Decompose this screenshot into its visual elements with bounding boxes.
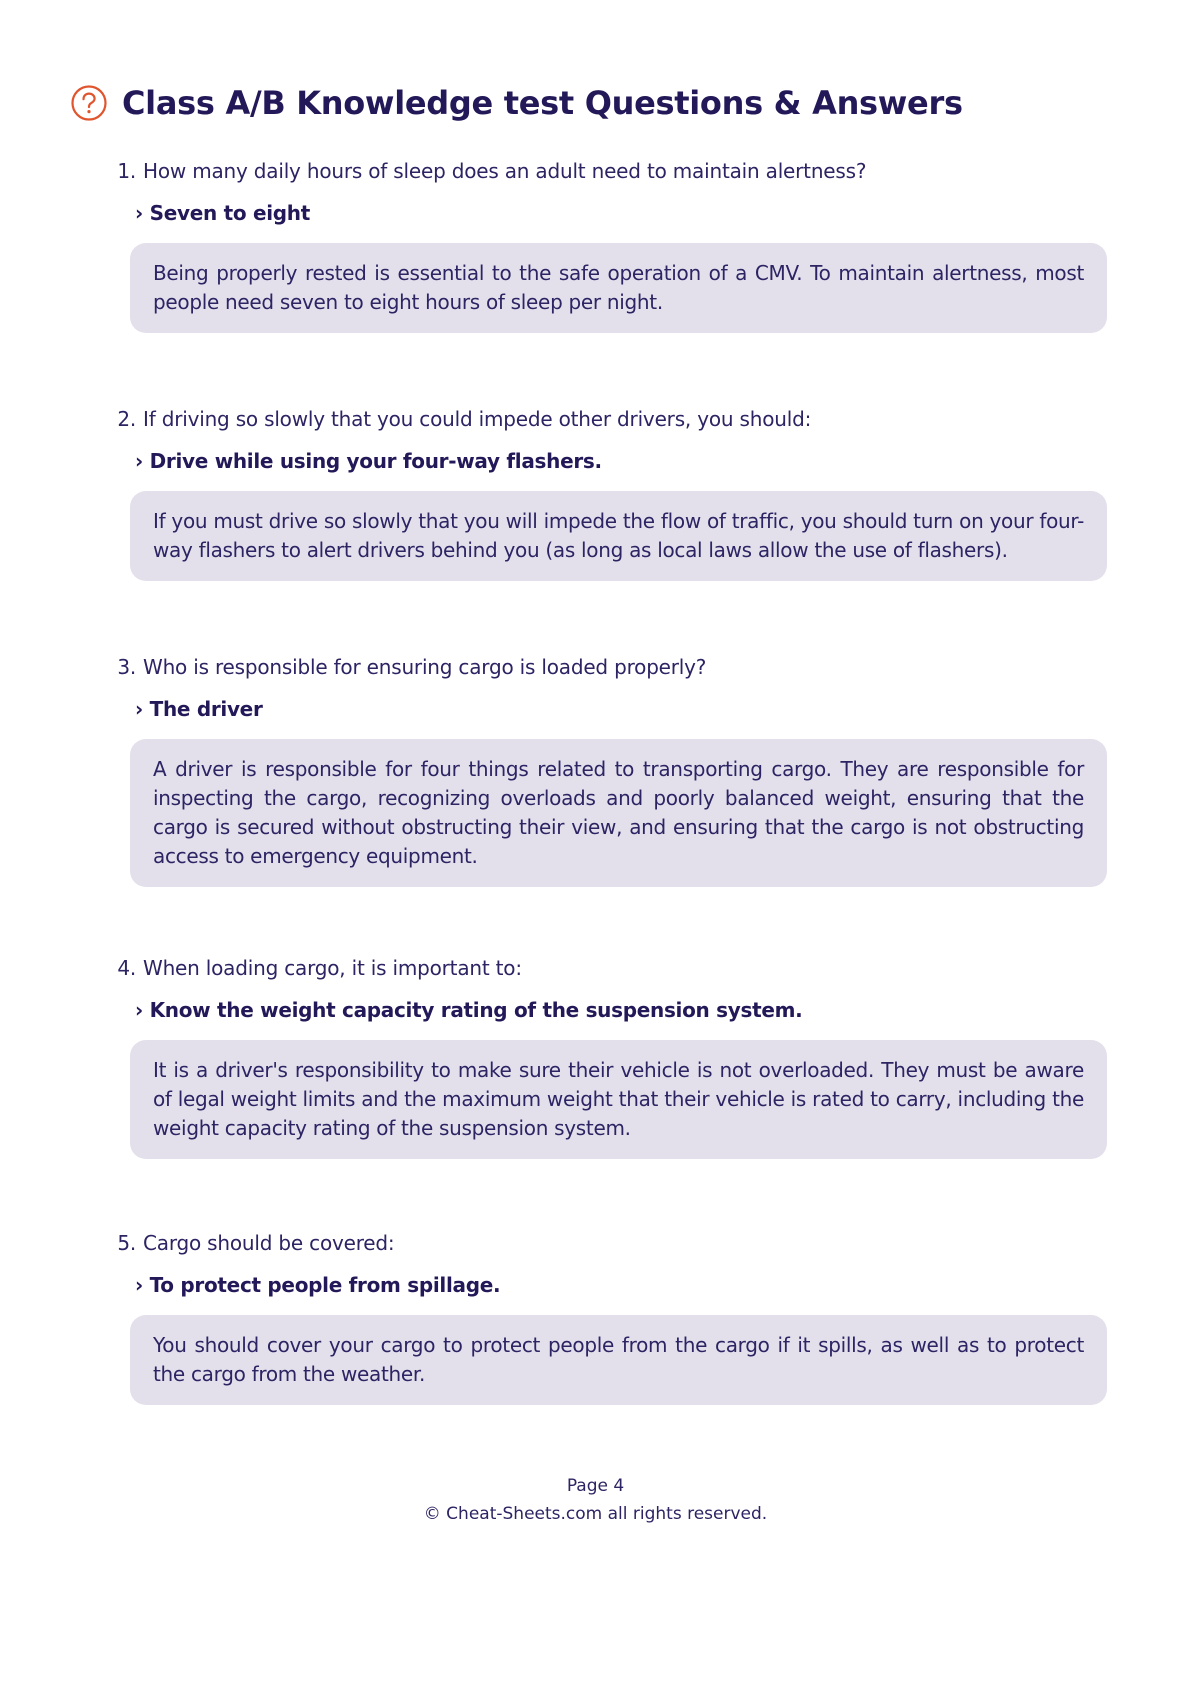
question-text: Who is responsible for ensuring cargo is loaded properly? bbox=[143, 655, 707, 679]
answer: › Drive while using your four-way flashers. bbox=[135, 449, 602, 473]
question-number: 2. bbox=[117, 407, 136, 431]
question-circle-icon bbox=[70, 84, 108, 122]
question bbox=[106, 956, 522, 980]
question-text: When loading cargo, it is important to: bbox=[143, 956, 522, 980]
answer: › The driver bbox=[135, 697, 263, 721]
explanation-card: It is a driver's responsibility to make sure their vehicle is not overloaded. They must be aware of legal weight limits and the maximum weight that their vehicle is rated to carry, including the weight capacity rating of the suspension system. bbox=[130, 1040, 1107, 1159]
question bbox=[106, 1231, 394, 1255]
explanation-card: A driver is responsible for four things related to transporting cargo. They are responsible for inspecting the cargo, recognizing overloads and poorly balanced weight, ensuring that the cargo is secured without obstructing their view, and ensuring that the cargo is not obstructing access to emergency equipment. bbox=[130, 739, 1107, 887]
question-text: If driving so slowly that you could impede other drivers, you should: bbox=[143, 407, 812, 431]
question-text: How many daily hours of sleep does an adult need to maintain alertness? bbox=[143, 159, 867, 183]
answer: › Seven to eight bbox=[135, 201, 310, 225]
question-number: 5. bbox=[117, 1231, 136, 1255]
question-number: 3. bbox=[117, 655, 136, 679]
answer: › To protect people from spillage. bbox=[135, 1273, 501, 1297]
question-text: Cargo should be covered: bbox=[143, 1231, 395, 1255]
page-number: Page 4 bbox=[566, 1476, 625, 1496]
question bbox=[106, 655, 706, 679]
answer: › Know the weight capacity rating of the suspension system. bbox=[135, 998, 803, 1022]
explanation-card: You should cover your cargo to protect people from the cargo if it spills, as well as to protect the cargo from the weather. bbox=[130, 1315, 1107, 1405]
page-title: Class A/B Knowledge test Questions & Answers bbox=[122, 84, 963, 122]
copyright-notice: © Cheat-Sheets.com all rights reserved. bbox=[423, 1504, 768, 1524]
question bbox=[106, 407, 811, 431]
page-header bbox=[70, 84, 963, 122]
explanation-card: If you must drive so slowly that you will impede the flow of traffic, you should turn on your four-way flashers to alert drivers behind you (as long as local laws allow the use of flashers). bbox=[130, 491, 1107, 581]
question-number: 1. bbox=[117, 159, 136, 183]
explanation-card: Being properly rested is essential to the safe operation of a CMV. To maintain alertness, most people need seven to eight hours of sleep per night. bbox=[130, 243, 1107, 333]
question bbox=[106, 159, 866, 183]
question-number: 4. bbox=[117, 956, 136, 980]
